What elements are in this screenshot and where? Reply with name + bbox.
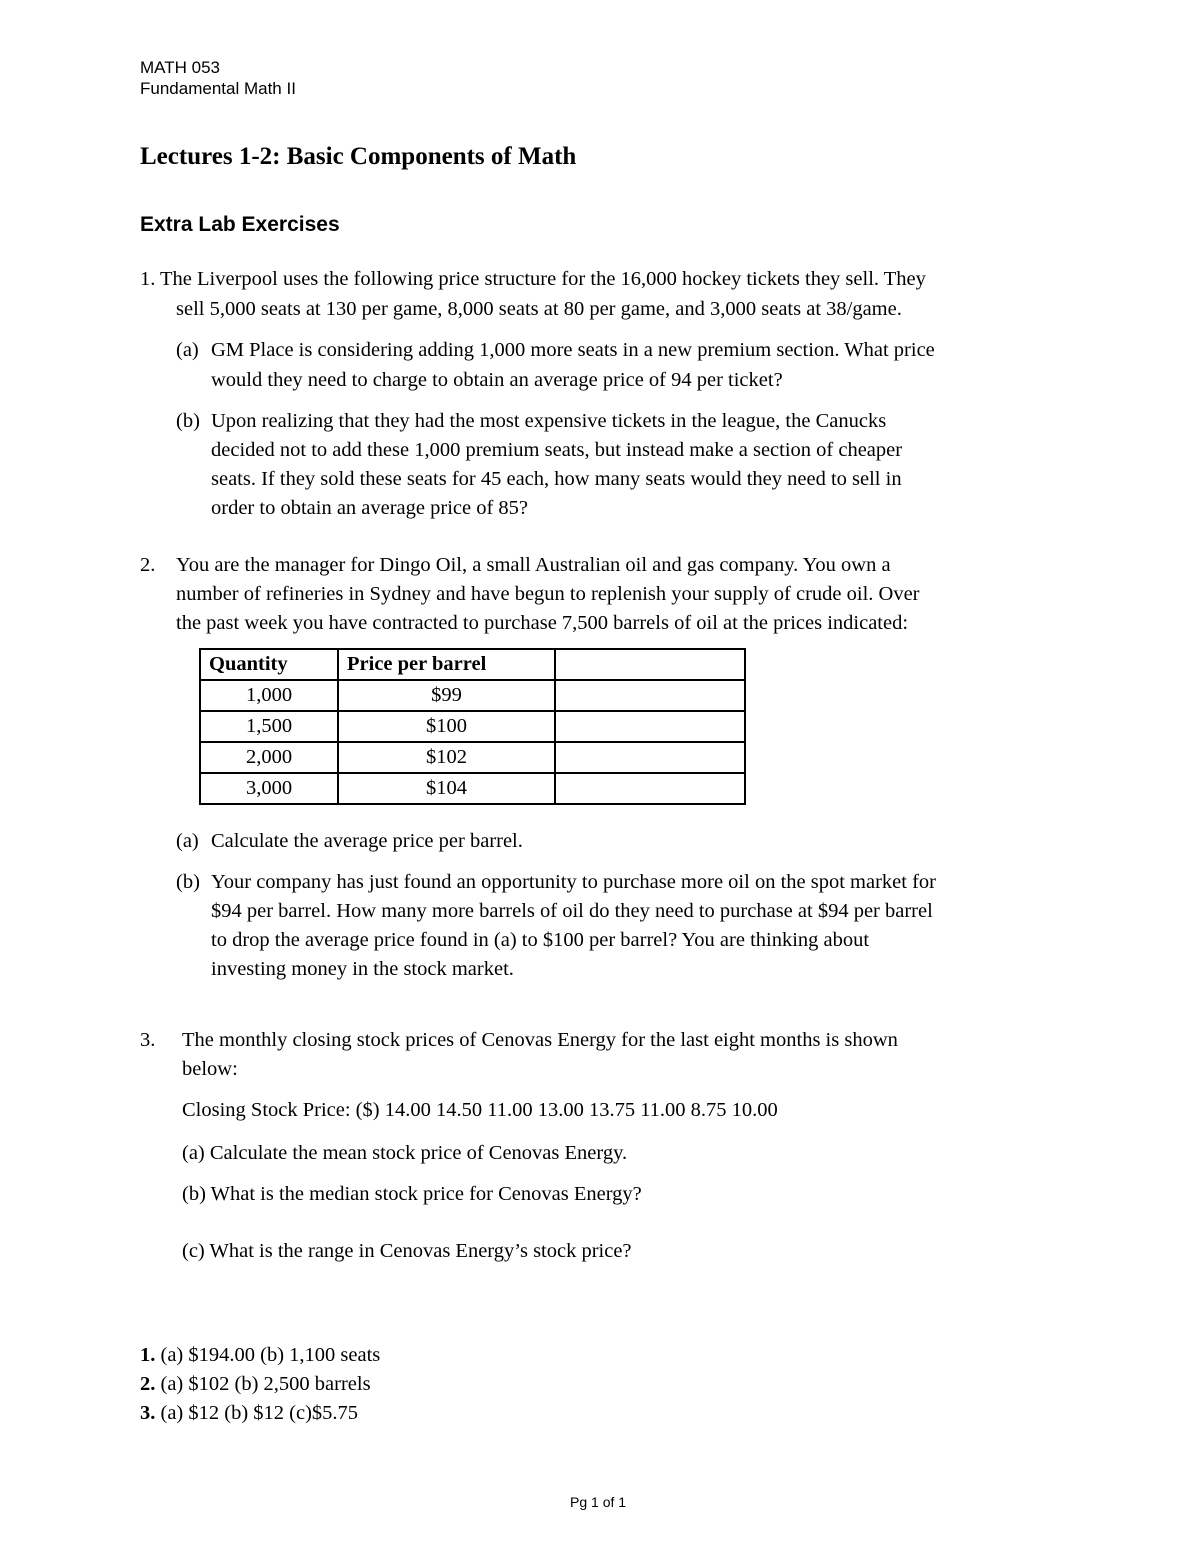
subquestion-label: (a)	[176, 830, 199, 852]
answer-row	[140, 1344, 380, 1367]
answer-number: 2.	[140, 1373, 156, 1395]
question-text-line: sell 5,000 seats at 130 per game, 8,000 seats at 80 per game, and 3,000 seats at 38/game.	[176, 298, 902, 320]
subquestion-text-line: (b) What is the median stock price for Cenovas Energy?	[182, 1183, 642, 1205]
subquestion-text-line: $94 per barrel. How many more barrels of oil do they need to purchase at $94 per barrel	[211, 900, 933, 922]
table-row	[200, 742, 745, 773]
quantity-cell: 2,000	[200, 742, 338, 773]
question-text-line: The monthly closing stock prices of Cenovas Energy for the last eight months is shown	[182, 1029, 898, 1051]
subquestion-text-line: seats. If they sold these seats for 45 each, how many seats would they need to sell in	[211, 468, 902, 490]
subquestion-text-line: (a) Calculate the mean stock price of Cenovas Energy.	[182, 1142, 628, 1164]
subquestion-label: (a)	[176, 339, 199, 361]
subquestion-text-line: GM Place is considering adding 1,000 more seats in a new premium section. What price	[211, 339, 935, 361]
answer-number: 3.	[140, 1402, 156, 1424]
subquestion-text-line: would they need to charge to obtain an average price of 94 per ticket?	[211, 369, 783, 391]
subquestion-label: (b)	[176, 871, 200, 893]
section-subtitle: Extra Lab Exercises	[140, 213, 340, 236]
subquestion-text-line: investing money in the stock market.	[211, 958, 514, 980]
question-number: 2.	[140, 554, 156, 576]
question-text-line: The Liverpool uses the following price structure for the 16,000 hockey tickets they sell. They	[160, 268, 926, 290]
question-text-line: number of refineries in Sydney and have begun to replenish your supply of crude oil. Over	[176, 583, 920, 605]
blank-cell	[555, 742, 745, 773]
question-text-line: You are the manager for Dingo Oil, a small Australian oil and gas company. You own a	[176, 554, 891, 576]
price-cell: $104	[338, 773, 555, 804]
subquestion-text-line: order to obtain an average price of 85?	[211, 497, 529, 519]
quantity-cell: 3,000	[200, 773, 338, 804]
subquestion-text-line: Upon realizing that they had the most expensive tickets in the league, the Canucks	[211, 410, 887, 432]
question-text-line: the past week you have contracted to purchase 7,500 barrels of oil at the prices indicated:	[176, 612, 909, 634]
page-title: Lectures 1-2: Basic Components of Math	[140, 143, 577, 170]
subquestion-text-line: Your company has just found an opportunity to purchase more oil on the spot market for	[211, 871, 936, 893]
question-text-line: below:	[182, 1058, 238, 1080]
course-name: Fundamental Math II	[140, 79, 296, 98]
table-row	[200, 711, 745, 742]
price-cell: $102	[338, 742, 555, 773]
answer-number: 1.	[140, 1344, 156, 1366]
question-number: 3.	[140, 1029, 156, 1051]
subquestion-text-line: (c) What is the range in Cenovas Energy’s stock price?	[182, 1240, 632, 1262]
answer-row	[140, 1373, 371, 1396]
answer-row	[140, 1402, 358, 1425]
blank-cell	[555, 680, 745, 711]
page-number: Pg 1 of 1	[570, 1494, 627, 1510]
subquestion-text-line: to drop the average price found in (a) to $100 per barrel? You are thinking about	[211, 929, 870, 951]
table-header-row	[200, 649, 745, 680]
blank-cell	[555, 711, 745, 742]
subquestion-text-line: decided not to add these 1,000 premium seats, but instead make a section of cheaper	[211, 439, 903, 461]
column-header-quantity: Quantity	[200, 649, 338, 680]
column-header-price: Price per barrel	[338, 649, 555, 680]
table-row	[200, 773, 745, 804]
question-number: 1.	[140, 268, 156, 290]
answer-text: (a) $102 (b) 2,500 barrels	[160, 1373, 371, 1395]
answer-text: (a) $194.00 (b) 1,100 seats	[160, 1344, 381, 1366]
answer-text: (a) $12 (b) $12 (c)$5.75	[160, 1402, 359, 1424]
quantity-cell: 1,000	[200, 680, 338, 711]
subquestion-text-line: Calculate the average price per barrel.	[211, 830, 523, 852]
price-cell: $99	[338, 680, 555, 711]
price-cell: $100	[338, 711, 555, 742]
oil-purchase-table	[199, 648, 746, 805]
course-code: MATH 053	[140, 58, 220, 77]
column-header-blank	[555, 649, 745, 680]
quantity-cell: 1,500	[200, 711, 338, 742]
table-row	[200, 680, 745, 711]
subquestion-label: (b)	[176, 410, 200, 432]
stock-prices-line: Closing Stock Price: ($) 14.00 14.50 11.00 13.00 13.75 11.00 8.75 10.00	[182, 1099, 778, 1121]
blank-cell	[555, 773, 745, 804]
